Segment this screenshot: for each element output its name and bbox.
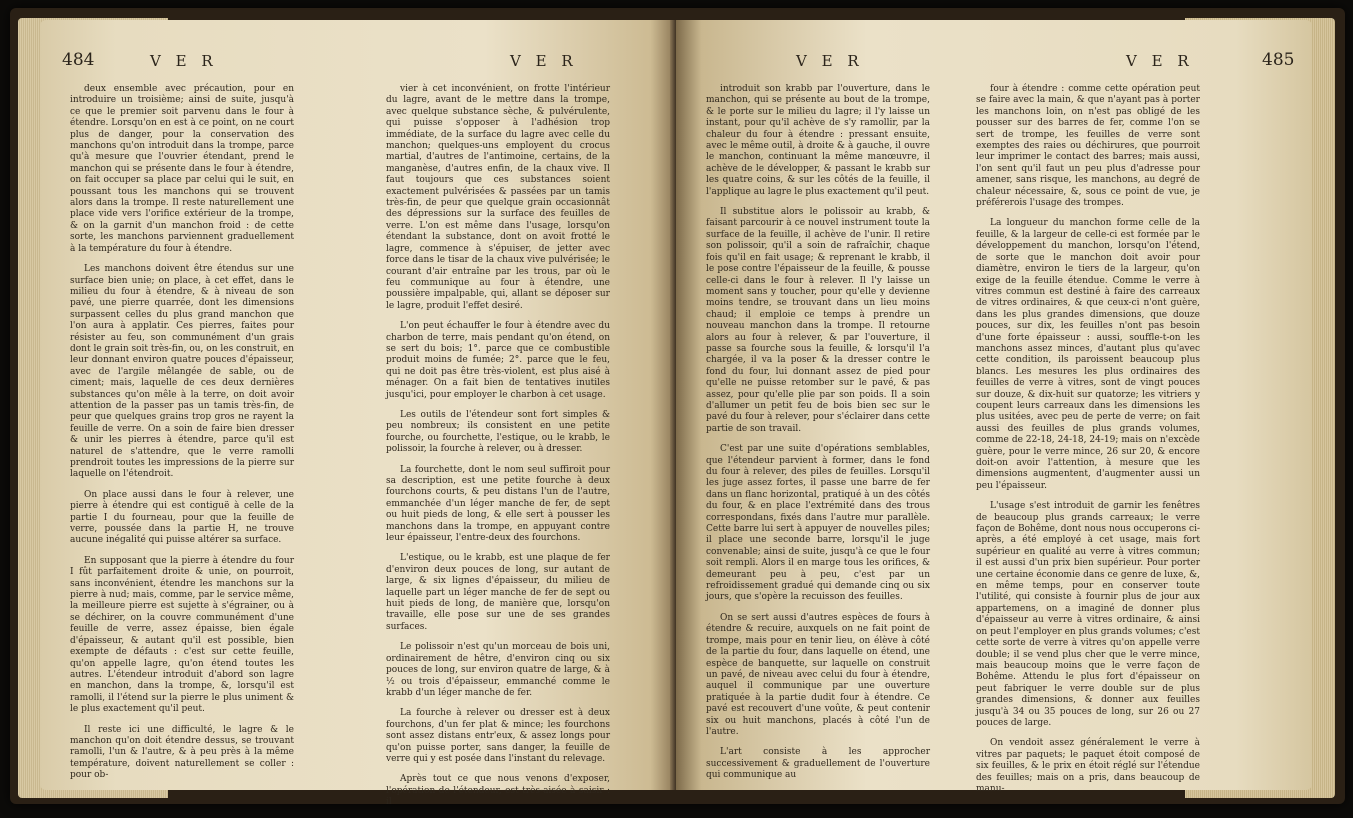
- running-head: V E R: [796, 52, 864, 70]
- paragraph: L'usage s'est introduit de garnir les fenêtres de beaucoup plus grands carreaux; le verre façon de Bohême, dont nous nous occuperons ci-après, a été employé à cet usage, mais fort supérieur en qualité au verre à vitres commun; il est aussi d'un prix bien supérieur. Pour porter une certaine économie dans ce genre de luxe, &, en même temps, pour en conserver toute l'utilité, qui consiste à fournir plus de jour aux appartemens, on a imaginé de donner plus d'épaisseur au verre à vitres ordinaire, & ainsi on peut l'employer en plus grands volumes; c'est cette sorte de verre à vitres qu'on appelle verre double; il se vend plus cher que le verre mince, mais beaucoup moins que le verre façon de Bohême. Attendu le plus fort d'épaisseur on peut fabriquer le verre double sur de plus grandes dimensions, & donner aux feuilles jusqu'à 34 ou 35 pouces de long, sur 26 ou 27 pouces de large.: [976, 501, 1200, 728]
- paragraph: La fourche à relever ou dresser est à deux fourchons, d'un fer plat & mince; les fourchons sont assez distans entr'eux, & assez longs pour qu'on puisse porter, sans danger, la feuille de verre qui y est posée dans l'instant du relevage.: [386, 708, 610, 764]
- paragraph: deux ensemble avec précaution, pour en introduire un troisième; ainsi de suite, jusqu'à ce que le premier soit parvenu dans le four à étendre. Lorsqu'on en est à ce point, on ne court plus de danger, pour la conservation des manchons qu'on introduit dans la trompe, parce qu'à mesure que l'ouvrier étendant, prend le manchon qui se présente dans le four à étendre, on fait occuper sa place par celui qui le suit, en poussant tous les manchons qui se trouvent alors dans la trompe. Il reste naturellement une place vide vers l'orifice extérieur de la trompe, & on la garnit d'un manchon froid : de cette sorte, les manchons parviennent graduellement à la température du four à étendre.: [70, 84, 294, 254]
- paragraph: En supposant que la pierre à étendre du four I fût parfaitement droite & unie, on pourroit, sans inconvénient, étendre les manchons sur la pierre à nud; mais, comme, par le service même, la meilleure pierre est sujette à s'égrainer, ou à se déchirer, on la couvre communément d'une feuille de verre, assez épaisse, bien égale d'épaisseur, & autant qu'il est possible, bien exempte de défauts : c'est sur cette feuille, qu'on appelle lagre, qu'on étend toutes les autres. L'étendeur introduit d'abord son lagre en manchon, dans la trompe, &, lorsqu'il est ramolli, il l'étend sur la pierre le plus uniment & le plus exactement qu'il peut.: [70, 555, 294, 715]
- paragraph: L'art consiste à les approcher successivement & graduellement de l'ouverture qui communique au: [706, 747, 930, 781]
- paragraph: C'est par une suite d'opérations semblables, que l'étendeur parvient à former, dans le fond du four à relever, des piles de feuilles. Lorsqu'il les juge assez fortes, il passe une barre de fer dans un flanc horizontal, pratiqué à un des côtés du four, & en place l'extrémité dans des trous correspondans, fixés dans l'autre mur parallèle. Cette barre lui sert à appuyer de nouvelles piles; il place une seconde barre, lorsqu'il le juge convenable; ainsi de suite, jusqu'à ce que le four soit rempli. Alors il en marge tous les orifices, & demeurant peu à peu, c'est par un refroidissement gradué qui demande cinq ou six jours, que s'opère la recuisson des feuilles.: [706, 444, 930, 603]
- paragraph: Il substitue alors le polissoir au krabb, & faisant parcourir à ce nouvel instrument toute la surface de la feuille, il achève de l'unir. Il retire son polissoir, qu'il a soin de rafraîchir, chaque fois qu'il en fait usage; & reprenant le krabb, il le pose contre l'épaisseur de la feuille, & pousse celle-ci dans le four à relever. Il l'y laisse un moment sans y toucher, pour qu'elle y devienne moins tendre, se trouvant dans un lieu moins chaud; il emploie ce temps à prendre un nouveau manchon dans la trompe. Il retourne alors au four à relever, & par l'ouverture, il passe sa fourche sous la feuille, & lorsqu'il l'a chargée, il va la poser & la dresser contre le fond du four, lui donnant assez de pied pour qu'elle ne puisse retomber sur le pavé, & pas assez, pour qu'elle plie par son poids. Il a soin d'allumer un petit feu de bois bien sec sur le pavé du four à relever, pour s'éclairer dans cette partie de son travail.: [706, 207, 930, 434]
- page-number: 484: [62, 50, 95, 70]
- text-column: [386, 84, 610, 818]
- paragraph: introduit son krabb par l'ouverture, dans le manchon, qui se présente au bout de la trompe, & le porte sur le milieu du lagre; il l'y laisse un instant, pour qu'il achève de s'y ramollir, par la chaleur du four à étendre : pressant ensuite, avec le même outil, à droite & à gauche, il ouvre le manchon, continuant la même manœuvre, il achève de le développer, & passant le krabb sur les quatre coins, & sur les côtés de la feuille, il l'applique au lagre le plus exactement qu'il peut.: [706, 84, 930, 197]
- paragraph: L'estique, ou le krabb, est une plaque de fer d'environ deux pouces de long, sur autant de large, & six lignes d'épaisseur, du milieu de laquelle part un léger manche de fer de sept ou huit pieds de long, de manière que, lorsqu'on travaille, elle pose sur une de ses grandes surfaces.: [386, 553, 610, 632]
- paragraph: Les manchons doivent être étendus sur une surface bien unie; on place, à cet effet, dans le milieu du four à étendre, & à niveau de son pavé, une pierre quarrée, dont les dimensions surpassent celles du plus grand manchon que l'on aura à applatir. Ces pierres, faites pour résister au feu, son communément d'un grais dont le grain soit très-fin, ou, on les construit, en leur donnant environ quatre pouces d'épaisseur, avec de l'argile mêlangée de sable, ou de ciment; mais, laquelle de ces deux dernières substances qu'on mêle à la terre, on doit avoir attention de la passer pas un tamis très-fin, de peur que quelques grains trop gros ne rayent la feuille de verre. On a soin de faire bien dresser & unir les pierres à étendre, parce qu'il est naturel de s'attendre, que le verre ramolli prendroit toutes les impressions de la pierre sur laquelle on l'étendroit.: [70, 264, 294, 480]
- paragraph: Les outils de l'étendeur sont fort simples & peu nombreux; ils consistent en une petite fourche, ou fourchette, l'estique, ou le krabb, le polissoir, la fourche à relever, ou à dresser.: [386, 409, 610, 455]
- running-head: V E R: [1126, 52, 1194, 70]
- paragraph: On vendoit assez généralement le verre à vitres par paquets; le paquet étoit composé de six feuilles, & le prix en étoit réglé sur l'étendue des feuilles; mais on a pris, dans beaucoup de manu-: [976, 738, 1200, 794]
- running-head: V E R: [150, 52, 218, 70]
- text-column: [70, 84, 294, 791]
- text-column: [706, 84, 930, 791]
- paragraph: Il reste ici une difficulté, le lagre & le manchon qu'on doit étendre dessus, se trouvant ramolli, l'un & l'autre, & à peu près à la même température, doivent naturellement se coller : pour ob-: [70, 724, 294, 781]
- paragraph: vier à cet inconvénient, on frotte l'intérieur du lagre, avant de le mettre dans la trompe, avec quelque substance sèche, & pulvérulente, qui puisse s'opposer à l'adhésion trop immédiate, de la surface du lagre avec celle du manchon; quelques-uns employent du crocus martial, d'autres de l'antimoine, certains, de la manganèse, d'autres enfin, de la chaux vive. Il faut toujours que ces substances soient exactement pulvérisées & passées par un tamis très-fin, de peur que quelque grain occasionnât des dépressions sur la surface des feuilles de verre. L'on est même dans l'usage, lorsqu'on étendant la substance, dont on avoit frotté le lagre, commence à s'épuiser, de jetter avec force dans le tisar de la chaux vive pulvérisée; le courant d'air entraîne par les trous, par où le feu communique au four à étendre, une poussière impalpable, qui, allant se déposer sur le lagre, produit l'effet desiré.: [386, 84, 610, 311]
- paragraph: La fourchette, dont le nom seul suffiroit pour sa description, est une petite fourche à deux fourchons courts, & peu distans l'un de l'autre, emmanchée d'un léger manche de fer, de sept ou huit pieds de long, & elle sert à pousser les manchons dans la trompe, en appuyant contre leur épaisseur, l'entre-deux des fourchons.: [386, 464, 610, 544]
- right-page: [676, 20, 1312, 794]
- paragraph: Après tout ce que nous venons d'exposer, l'opération de l'étendeur, est très-aisée à saisir : il: [386, 774, 610, 808]
- text-column: [976, 84, 1200, 804]
- running-head: V E R: [510, 52, 578, 70]
- paragraph: On se sert aussi d'autres espèces de fours à étendre & recuire, auxquels on ne fait point de trompe, mais pour en tenir lieu, on élève à côté de la partie du four, dans laquelle on étend, une espèce de banquette, sur laquelle on construit un pavé, de niveau avec celui du four à étendre, auquel il communique par une ouverture pratiquée à la partie dudit four à étendre. Ce pavé est recouvert d'une voûte, & peut contenir six ou huit manchons, placés à côté l'un de l'autre.: [706, 612, 930, 737]
- paragraph: On place aussi dans le four à relever, une pierre à étendre qui est contiguë à celle de la partie I du fourneau, pour que la feuille de verre, poussée dans la partie H, ne trouve aucune inégalité qui puisse altérer sa surface.: [70, 489, 294, 546]
- page-number: 485: [1262, 50, 1295, 70]
- paragraph: L'on peut échauffer le four à étendre avec du charbon de terre, mais pendant qu'on étend, on se sert du bois; 1°. parce que ce combustible produit moins de fumée; 2°. parce que le feu, qui ne doit pas être très-violent, est plus aisé à ménager. On a fait bien de tentatives inutiles jusqu'ici, pour employer le charbon à cet usage.: [386, 321, 610, 400]
- left-page: [40, 20, 676, 808]
- paragraph: four à étendre : comme cette opération peut se faire avec la main, & que n'ayant pas à porter les manchons loin, on n'est pas obligé de les pousser sur des barres de fer, comme l'on se sert de trompe, les feuilles de verre sont exemptes des raies ou déchirures, que pourroit leur imprimer le contact des barres; mais aussi, l'on sent qu'il faut un peu plus d'adresse pour amener, sans risque, les manchons, au degré de chaleur nécessaire, &, sous ce point de vue, je préférerois l'usage des trompes.: [976, 84, 1200, 209]
- paragraph: La longueur du manchon forme celle de la feuille, & la largeur de celle-ci est formée par le développement du manchon, lorsqu'on l'étend, de sorte que le manchon doit avoir pour diamètre, environ le tiers de la largeur, qu'on exige de la feuille étendue. Comme le verre à vitres commun est destiné à faire des carreaux de vitres ordinaires, & que ceux-ci n'ont guère, dans les plus grandes dimensions, que douze pouces, sur dix, les feuilles n'ont pas besoin d'une forte épaisseur : aussi, souffle-t-on les manchons assez minces, d'autant plus qu'avec cette condition, ils paroissent beaucoup plus blancs. Les mesures les plus ordinaires des feuilles de verre à vitres, sont de vingt pouces sur douze, & dix-huit sur quatorze; les vitriers y coupent leurs carreaux dans les dimensions les plus usitées, avec peu de perte de verre; on fait aussi des feuilles de plus grands volumes, comme de 22-18, 24-18, 24-19; mais on n'excède guère, pour le verre mince, 26 sur 20, & encore doit-on avoir l'attention, à mesure que les dimensions augmentent, d'augmenter aussi un peu l'épaisseur.: [976, 218, 1200, 491]
- paragraph: Le polissoir n'est qu'un morceau de bois uni, ordinairement de hêtre, d'environ cinq ou six pouces de long, sur environ quatre de large, & à ½ ou trois d'épaisseur, emmanché comme le krabb d'un léger manche de fer.: [386, 642, 610, 698]
